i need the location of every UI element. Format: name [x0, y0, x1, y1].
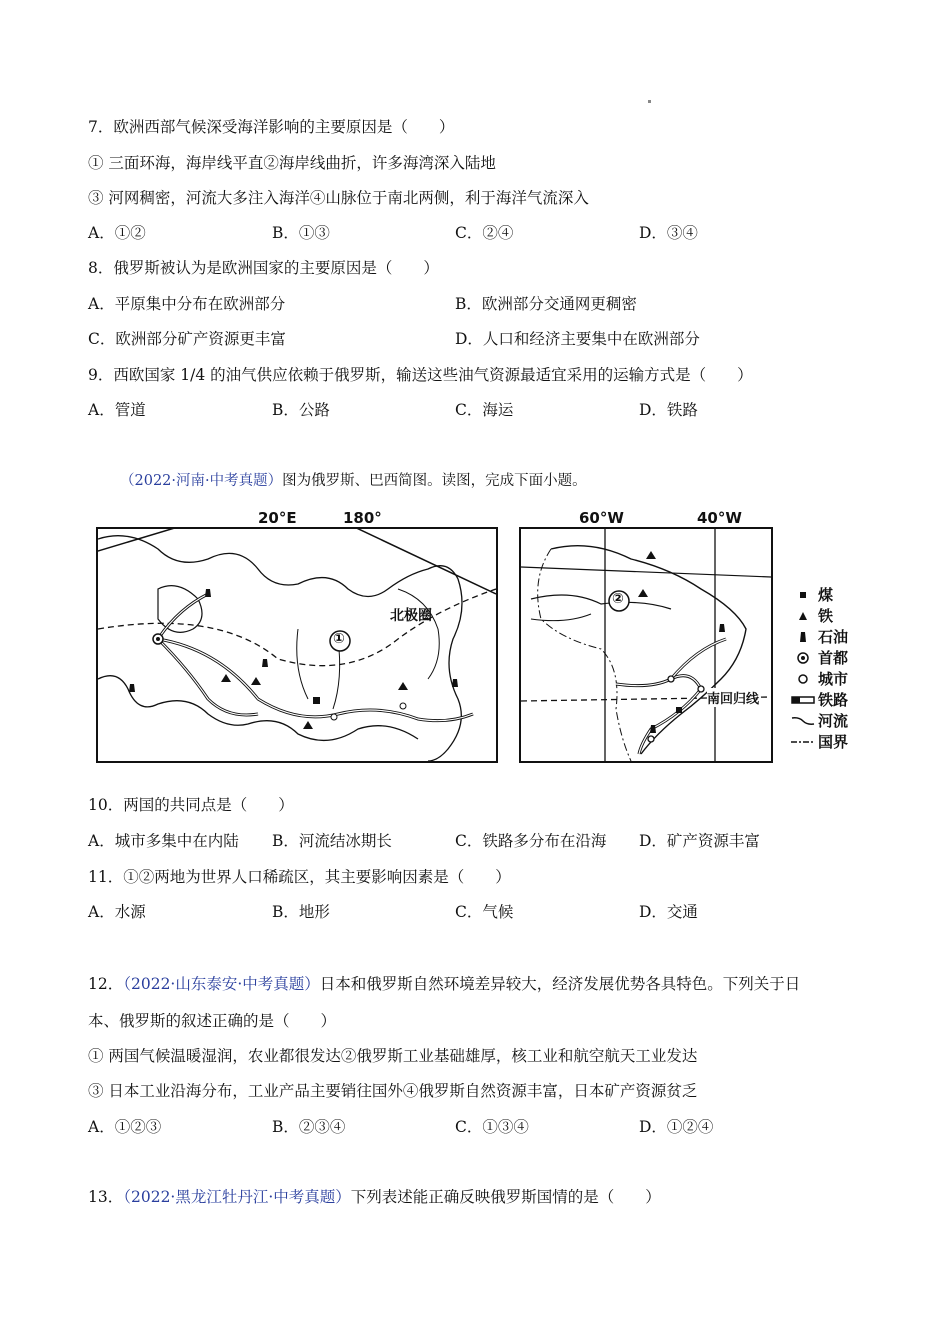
q13-text: 下列表述能正确反映俄罗斯国情的是（ ）: [350, 1188, 661, 1206]
q12-stem-continued: 本、俄罗斯的叙述正确的是（ ）: [88, 1012, 337, 1030]
q9-option-c[interactable]: C．海运: [455, 401, 514, 419]
q7-option-a[interactable]: A．①②: [88, 224, 146, 242]
q12-option-c[interactable]: C．①③④: [455, 1118, 529, 1136]
q7-option-c[interactable]: C．②④: [455, 224, 514, 242]
legend-city: 城市: [788, 668, 848, 689]
q9-stem: 9．西欧国家 1/4 的油气供应依赖于俄罗斯，输送这些油气资源最适宜采用的运输方式是（ ）: [88, 366, 753, 384]
river-icon: [791, 715, 815, 727]
q11-option-a[interactable]: A．水源: [88, 903, 146, 921]
q8-option-a[interactable]: A．平原集中分布在欧洲部分: [88, 295, 286, 313]
russia-lon-20e: 20°E: [258, 509, 297, 527]
capital-icon: [797, 652, 809, 664]
q11-option-b[interactable]: B．地形: [272, 903, 330, 921]
brazil-lon-40w: 40°W: [697, 509, 742, 527]
q7-option-b[interactable]: B．①③: [272, 224, 330, 242]
tropic-label: 南回归线: [707, 688, 759, 707]
q12-source: （2022·山东泰安·中考真题）: [123, 975, 320, 993]
q11-option-c[interactable]: C．气候: [455, 903, 514, 921]
brazil-lon-60w: 60°W: [579, 509, 624, 527]
q11-stem: 11．①②两地为世界人口稀疏区，其主要影响因素是（ ）: [88, 868, 511, 886]
region-2-label: ②: [612, 591, 624, 607]
city-icon: [797, 673, 809, 685]
legend-border: 国界: [788, 731, 848, 752]
intro-text: 图为俄罗斯、巴西简图。读图，完成下面小题。: [282, 473, 587, 489]
q12-text: 日本和俄罗斯自然环境差异较大，经济发展优势各具特色。下列关于日: [319, 975, 801, 993]
q12-option-d[interactable]: D．①②④: [639, 1118, 714, 1136]
q10-option-d[interactable]: D．矿产资源丰富: [639, 832, 760, 850]
q8-option-d[interactable]: D．人口和经济主要集中在欧洲部分: [455, 330, 700, 348]
q10-stem: 10．两国的共同点是（ ）: [88, 796, 294, 814]
q8-option-c[interactable]: C．欧洲部分矿产资源更丰富: [88, 330, 286, 348]
q12-option-b[interactable]: B．②③④: [272, 1118, 346, 1136]
legend-coal: 煤: [788, 584, 833, 605]
q12-statement-1: ① 两国气候温暖湿润，农业都很发达②俄罗斯工业基础雄厚，核工业和航空航天工业发达: [88, 1047, 698, 1065]
q9-option-a[interactable]: A．管道: [88, 401, 146, 419]
russia-map-drawing: [98, 529, 496, 761]
q7-statement-2: ③ 河网稠密，河流大多注入海洋④山脉位于南北两侧，利于海洋气流深入: [88, 189, 589, 207]
q12-number: 12．: [88, 975, 124, 993]
q12-option-a[interactable]: A．①②③: [88, 1118, 162, 1136]
border-icon: [791, 739, 815, 745]
q13-source: （2022·黑龙江牡丹江·中考真题）: [123, 1188, 351, 1206]
q12-statement-2: ③ 日本工业沿海分布，工业产品主要销往国外④俄罗斯自然资源丰富，日本矿产资源贫乏: [88, 1082, 698, 1100]
legend-oil: 石油: [788, 626, 848, 647]
brazil-map-drawing: [521, 529, 771, 761]
brazil-map: [519, 527, 773, 763]
arctic-circle-label: 北极圈: [390, 608, 432, 624]
q8-option-b[interactable]: B．欧洲部分交通网更稠密: [455, 295, 637, 313]
q9-option-b[interactable]: B．公路: [272, 401, 330, 419]
legend-river: 河流: [788, 710, 848, 731]
q7-statement-1: ① 三面环海，海岸线平直②海岸线曲折，许多海湾深入陆地: [88, 154, 496, 172]
q11-option-d[interactable]: D．交通: [639, 903, 698, 921]
q8-stem: 8．俄罗斯被认为是欧洲国家的主要原因是（ ）: [88, 259, 439, 277]
q13-stem: [88, 1186, 661, 1208]
q7-stem: 7．欧洲西部气候深受海洋影响的主要原因是（ ）: [88, 118, 455, 136]
railway-icon: [791, 696, 815, 704]
q7-option-d[interactable]: D．③④: [639, 224, 698, 242]
russia-map: [96, 527, 498, 763]
q10-option-c[interactable]: C．铁路多分布在沿海: [455, 832, 607, 850]
scan-speck: [648, 100, 651, 103]
map-legend: [788, 584, 868, 764]
legend-capital: 首都: [788, 647, 848, 668]
legend-iron: 铁: [788, 605, 833, 626]
oil-icon: [798, 631, 808, 643]
coal-icon: [798, 590, 808, 600]
legend-railway: 铁路: [788, 689, 848, 710]
intro-source: （2022·河南·中考真题）: [120, 473, 283, 489]
q12-stem: [88, 973, 800, 995]
iron-icon: [798, 611, 808, 621]
russia-lon-180: 180°: [343, 509, 382, 527]
map-intro: [120, 470, 587, 492]
q13-number: 13．: [88, 1188, 124, 1206]
region-1-label: ①: [333, 631, 345, 647]
q9-option-d[interactable]: D．铁路: [639, 401, 698, 419]
q10-option-b[interactable]: B．河流结冰期长: [272, 832, 392, 850]
q10-option-a[interactable]: A．城市多集中在内陆: [88, 832, 239, 850]
